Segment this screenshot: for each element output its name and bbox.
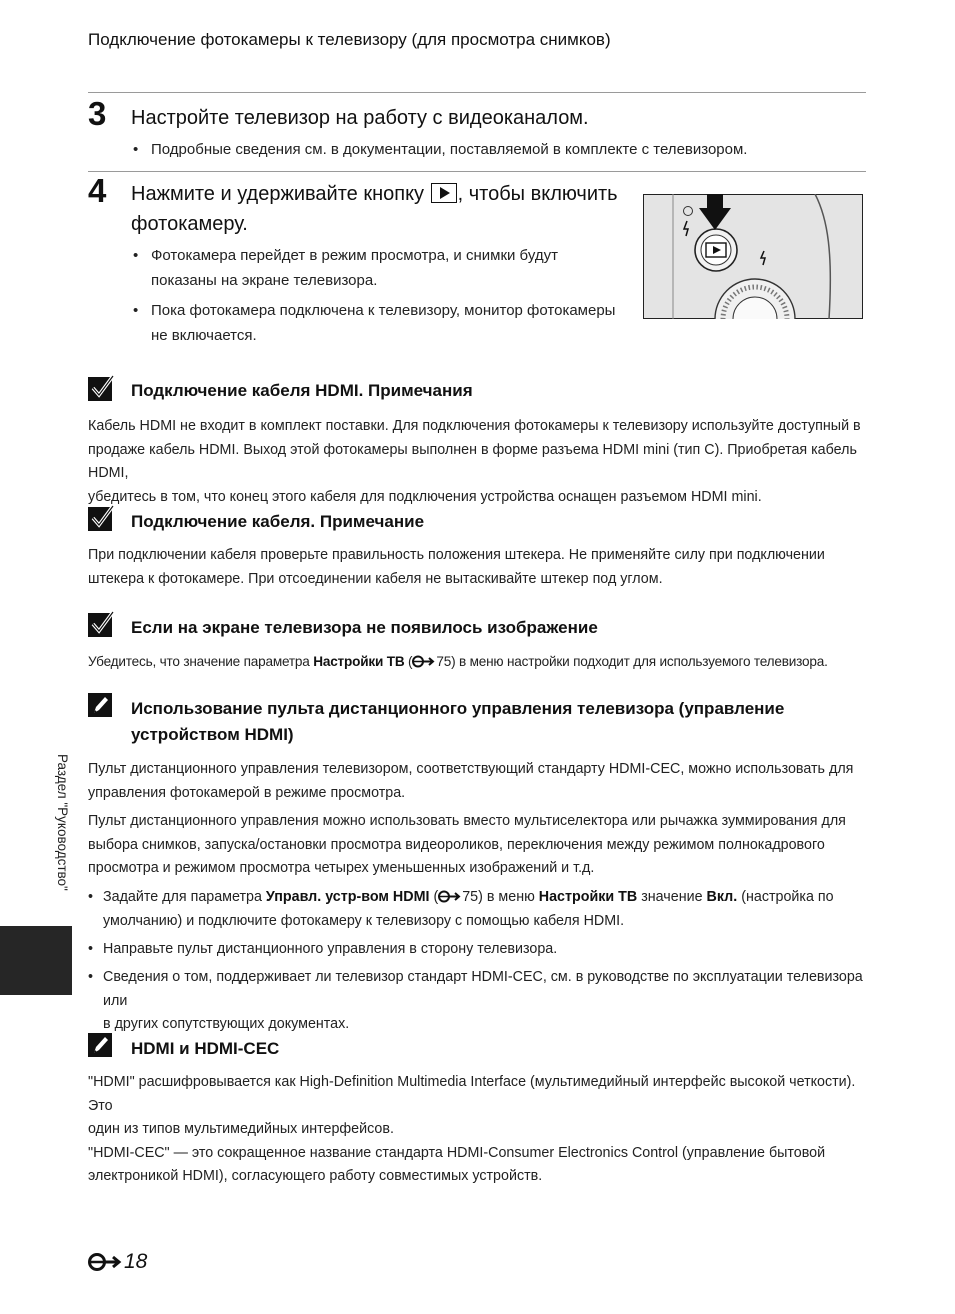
note-title	[131, 696, 851, 748]
divider	[88, 171, 866, 172]
reference-section-icon	[88, 1252, 122, 1272]
playback-button-icon	[431, 183, 457, 203]
check-note-icon	[88, 505, 114, 531]
step-bullet	[129, 298, 629, 348]
text-line: "HDMI-CEC" — это сокращенное название стандарта HDMI-Consumer Electronics Control (управление бытовой	[88, 1144, 826, 1161]
step-bullet: • Подробные сведения см. в документации, поставляемой в комплекте с телевизором.	[129, 137, 829, 162]
list-item	[88, 966, 868, 1037]
text-line: просмотра и режимом просмотра четырех уменьшенных изображений и т.д.	[88, 860, 595, 877]
note-title: Если на экране телевизора не появилось изображение	[131, 618, 598, 637]
page-number	[88, 1250, 147, 1274]
menu-name: Настройки ТВ	[313, 654, 405, 669]
text-line: убедитесь в том, что конец этого кабеля для подключения устройства оснащен разъемом HDMI mini.	[88, 488, 762, 505]
text-line: управления фотокамерой в режиме просмотра.	[88, 784, 406, 801]
title-line: устройством HDMI)	[131, 725, 294, 744]
text-line: Пульт дистанционного управления можно использовать вместо мультиселектора или рычажка зуммирования для	[88, 813, 846, 829]
title-line: Использование пульта дистанционного управления телевизора (управление	[131, 699, 785, 718]
step-number: 3	[88, 95, 107, 132]
bullet-line: показаны на экране телевизора.	[151, 272, 378, 289]
text-segment: (настройка по	[737, 889, 834, 905]
note-title: HDMI и HDMI-CEC	[131, 1039, 280, 1058]
step-bullet	[129, 243, 629, 293]
setting-value: Вкл.	[706, 889, 738, 905]
text-line: в других сопутствующих документах.	[103, 1016, 350, 1033]
note-body	[88, 650, 868, 674]
page-number-text: 18	[124, 1250, 148, 1273]
text-line: продаже кабель HDMI. Выход этой фотокамеры выполнен в форме разъема HDMI mini (тип C). Приобретая кабель HDMI,	[88, 441, 857, 482]
text-segment: значение	[637, 889, 707, 905]
reference-section-icon	[438, 890, 462, 903]
note-title: Подключение кабеля. Примечание	[131, 512, 425, 531]
text-line: Кабель HDMI не входит в комплект поставки. Для подключения фотокамеры к телевизору используйте доступный в	[88, 418, 861, 434]
text-line: При подключении кабеля проверьте правильность положения штекера. Не применяйте силу при подключении	[88, 547, 825, 563]
check-note-icon	[88, 611, 114, 637]
note-title: Подключение кабеля HDMI. Примечания	[131, 381, 473, 400]
menu-name: Управл. устр-вом HDMI	[265, 889, 430, 905]
pencil-note-icon	[88, 1033, 114, 1059]
text-segment: ) в меню настройки подходит для используемого телевизора.	[451, 654, 828, 669]
text-segment: Убедитесь, что значение параметра	[88, 654, 314, 669]
text-line: штекера к фотокамере. При отсоединении кабеля не вытаскивайте штекер под углом.	[88, 570, 663, 587]
text-segment: (	[404, 654, 413, 669]
text-line: электроникой HDMI), согласующего работу совместимых устройств.	[88, 1168, 543, 1185]
text-line: Пульт дистанционного управления телевизором, соответствующий стандарту HDMI-CEC, можно использовать для	[88, 761, 854, 777]
pencil-note-icon	[88, 693, 114, 719]
text-line: Сведения о том, поддерживает ли телевизор стандарт HDMI-CEC, см. в руководстве по эксплуатации телевизора или	[103, 969, 863, 1009]
section-label: Раздел "Руководство"	[55, 754, 70, 891]
step-title	[131, 179, 631, 239]
list-item	[88, 886, 868, 933]
menu-name: Настройки ТВ	[538, 889, 638, 905]
reference-section-icon	[412, 655, 436, 668]
note-body	[88, 810, 868, 881]
text-segment: (	[429, 889, 439, 905]
bullet-line: Пока фотокамера подключена к телевизору, монитор фотокамеры	[151, 302, 616, 319]
reference-number[interactable]: 75	[462, 889, 479, 905]
bullet-line: Фотокамера перейдет в режим просмотра, и снимки будут	[151, 247, 558, 264]
step-number: 4	[88, 172, 107, 209]
camera-playback-button-illustration	[643, 194, 863, 319]
text-line: выбора снимков, запуска/остановки просмотра видеороликов, переключения между режимом полнокадрового	[88, 836, 825, 853]
note-body	[88, 415, 868, 509]
text-line: умолчанию) и подключите фотокамеру к телевизору с помощью кабеля HDMI.	[103, 912, 625, 929]
step-title-part: фотокамеру.	[131, 213, 248, 235]
step-title-part: , чтобы включить	[457, 183, 618, 205]
step-title: Настройте телевизор на работу с видеоканалом.	[131, 107, 589, 129]
reference-number[interactable]: 75	[436, 654, 452, 669]
divider	[88, 92, 866, 93]
note-body	[88, 544, 868, 591]
bullet-line: не включается.	[151, 327, 257, 344]
text-segment: ) в меню	[478, 889, 539, 905]
text-line: "HDMI" расшифровывается как High-Definition Multimedia Interface (мультимедийный интерфейс высокой четкости). Это	[88, 1074, 856, 1114]
page-header: Подключение фотокамеры к телевизору (для просмотра снимков)	[88, 30, 611, 49]
note-body	[88, 758, 868, 805]
text-line: один из типов мультимедийных интерфейсов.	[88, 1121, 394, 1138]
text-segment: Задайте для параметра	[103, 889, 266, 905]
step-title-part: Нажмите и удерживайте кнопку	[131, 183, 425, 205]
section-tab	[0, 926, 72, 995]
list-item: • Направьте пульт дистанционного управления в сторону телевизора.	[88, 938, 868, 962]
note-body	[88, 1071, 868, 1189]
check-note-icon	[88, 375, 114, 401]
